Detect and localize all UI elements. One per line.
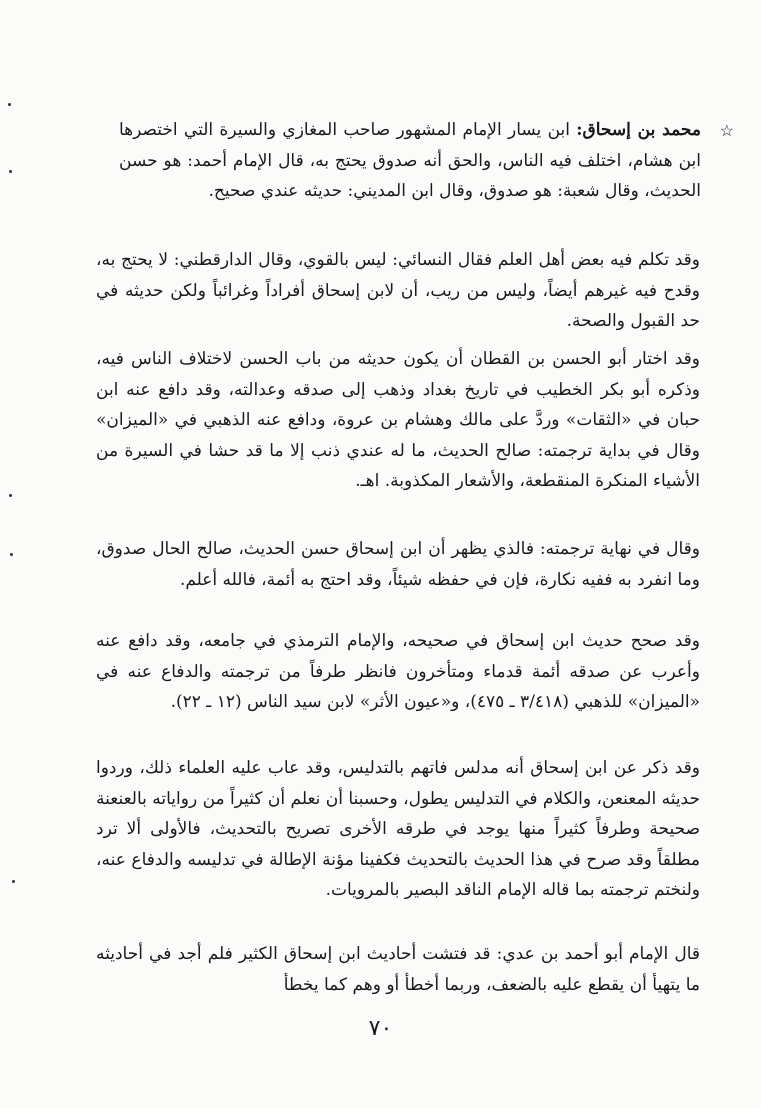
paragraph-defense: وقد اختار أبو الحسن بن القطان أن يكون حديثه من باب الحسن لاختلاف الناس فيه، وذكره أبو بكر الخطيب في تاريخ بغداد وذهب إلى صدقه وعدالته، وقد دافع عنه ابن حبان في «الثقات» وردَّ على مالك وهشام بن عروة، ودافع عنه الذهبي في «الميزان» وقال في بداية ترجمته: صالح الحديث، ما له عندي ذنب إلا ما قد حشا في السيرة من الأشياء المنكرة المنقطعة، والأشعار المكذوبة. اهـ. — [96, 349, 700, 492]
scan-speck — [12, 880, 15, 883]
scan-speck — [8, 103, 11, 106]
entry-name: محمد بن إسحاق: — [576, 120, 701, 140]
paragraph-ibn-adi: قال الإمام أبو أحمد بن عدي: قد فتشت أحاديث ابن إسحاق الكثير فلم أجد في أحاديثه ما يتهيأ أن يقطع عليه بالضعف، وربما أخطأ أو وهم كما يخطأ — [96, 944, 700, 995]
paragraph-tadlis: وقد ذكر عن ابن إسحاق أنه مدلس فاتهم بالتدليس، وقد عاب عليه العلماء ذلك، وردوا حديثه المعنعن، والكلام في التدليس يطول، وحسبنا أن نعلم أن كثيراً من رواياته بالعنعنة صحيحة وطرفاً كثيراً منها يوجد في طرقه الأخرى تصريح بالتحديث، فالأولى ألا ترد مطلقاً وقد صرح في هذا الحديث بالتحديث فكفينا مؤنة الإطالة في تدليسه والدفاع عنه، ولنختم ترجمته بما قاله الإمام الناقد البصير بالمرويات. — [96, 758, 700, 901]
entry-intro: ابن يسار الإمام المشهور صاحب المغازي والسيرة التي اختصرها ابن هشام، اختلف فيه الناس، والحق أنه صدوق يحتج به، قال الإمام أحمد: هو حسن الحديث، وقال شعبة: هو صدوق، وقال ابن المديني: حديثه عندي صحيح. — [119, 120, 701, 202]
scan-speck — [9, 494, 12, 497]
scan-speck — [9, 170, 12, 173]
entry-paragraph — [119, 115, 701, 207]
paragraph-criticism: وقد تكلم فيه بعض أهل العلم فقال النسائي: ليس بالقوي، وقال الدارقطني: لا يحتج به، وقدح فيه غيرهم أيضاً، وليس من ريب، أن لابن إسحاق أفراداً وغرائباً ولكن حديثه في حد القبول والصحة. — [96, 250, 700, 332]
star-marker: ☆ — [719, 121, 734, 140]
page-number: ٧٠ — [368, 1016, 393, 1041]
scan-speck — [10, 553, 13, 556]
paragraph-authentication: وقد صحح حديث ابن إسحاق في صحيحه، والإمام الترمذي في جامعه، وقد دافع عنه وأعرب عن صدقه أئمة قدماء ومتأخرون فانظر طرفاً من ترجمته والدفاع عنه في «الميزان» للذهبي (٣/٤١٨ ـ ٤٧٥)، و«عيون الأثر» لابن سيد الناس (١٢ ـ ٢٢). — [96, 631, 700, 713]
paragraph-conclusion: وقال في نهاية ترجمته: فالذي يظهر أن ابن إسحاق حسن الحديث، صالح الحال صدوق، وما انفرد به ففيه نكارة، فإن في حفظه شيئاً، وقد احتج به أئمة، فالله أعلم. — [96, 539, 700, 590]
